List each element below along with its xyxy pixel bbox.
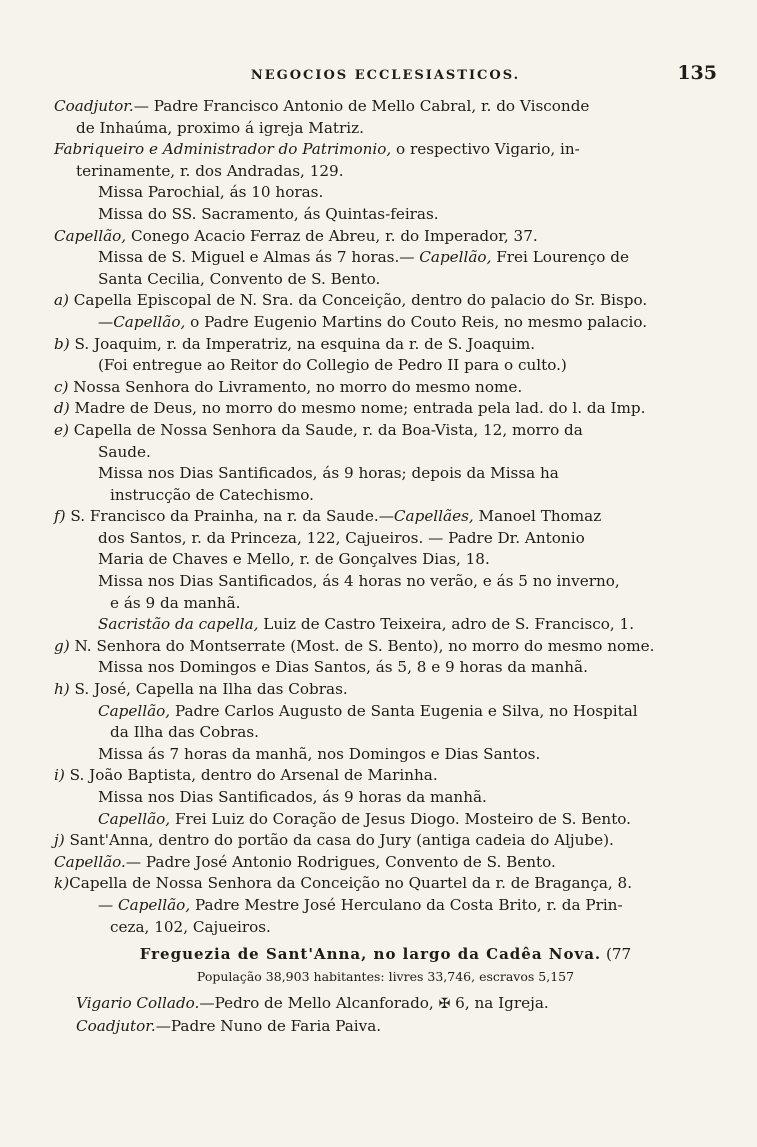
text-line: ceza, 102, Cajueiros.: [110, 917, 271, 936]
page-number: 135: [677, 62, 717, 84]
population-line: População 38,903 habitantes: livres 33,746, escravos 5,157: [196, 968, 575, 984]
text-line: Capellão, Conego Acacio Ferraz de Abreu, r. do Imperador, 37.: [54, 226, 538, 245]
text-line: Missa ás 7 horas da manhã, nos Domingos e Dias Santos.: [98, 744, 541, 763]
text-line: da Ilha das Cobras.: [110, 723, 259, 742]
text-line: j) Sant'Anna, dentro do portão da casa do Jury (antiga cadeia do Aljube).: [54, 831, 614, 850]
text-line: a) Capella Episcopal de N. Sra. da Conceição, dentro do palacio do Sr. Bispo.: [54, 291, 648, 310]
text-line: —Capellão, o Padre Eugenio Martins do Couto Reis, no mesmo palacio.: [98, 312, 648, 331]
text-line: Santa Cecilia, Convento de S. Bento.: [98, 269, 381, 288]
text-line: c) Nossa Senhora do Livramento, no morro do mesmo nome.: [54, 377, 523, 396]
text-line: d) Madre de Deus, no morro do mesmo nome; entrada pela lad. do l. da Imp.: [54, 399, 646, 418]
section-heading: Freguezia de Sant'Anna, no largo da Cadêa Nova. (77: [139, 945, 632, 964]
text-line: Maria de Chaves e Mello, r. de Gonçalves Dias, 18.: [98, 550, 490, 569]
text-line: h) S. José, Capella na Ilha das Cobras.: [54, 680, 348, 699]
text-line: b) S. Joaquim, r. da Imperatriz, na esquina da r. de S. Joaquim.: [54, 334, 536, 353]
text-line: Vigario Collado.—Pedro de Mello Alcanforado, ✠ 6, na Igreja.: [76, 994, 549, 1013]
text-line: — Capellão, Padre Mestre José Herculano da Costa Brito, r. da Prin-: [98, 895, 623, 914]
text-line: Missa nos Dias Santificados, ás 9 horas; depois da Missa ha: [98, 464, 559, 483]
text-line: g) N. Senhora do Montserrate (Most. de S. Bento), no morro do mesmo nome.: [54, 636, 655, 655]
text-line: e) Capella de Nossa Senhora da Saude, r. da Boa-Vista, 12, morro da: [54, 420, 583, 439]
text-line: de Inhaúma, proximo á igreja Matriz.: [76, 118, 364, 137]
text-line: Fabriqueiro e Administrador do Patrimonio, o respectivo Vigario, in-: [54, 140, 580, 159]
text-line: terinamente, r. dos Andradas, 129.: [76, 161, 344, 180]
text-line: Missa de S. Miguel e Almas ás 7 horas.— Capellão, Frei Lourenço de: [98, 248, 629, 267]
text-line: dos Santos, r. da Princeza, 122, Cajueiros. — Padre Dr. Antonio: [98, 528, 585, 547]
text-line: e ás 9 da manhã.: [110, 593, 241, 612]
text-line: Capellão, Frei Luiz do Coração de Jesus Diogo. Mosteiro de S. Bento.: [98, 809, 632, 828]
text-line: Coadjutor.— Padre Francisco Antonio de Mello Cabral, r. do Visconde: [54, 97, 590, 115]
text-line: Sacristão da capella, Luiz de Castro Teixeira, adro de S. Francisco, 1.: [98, 615, 635, 634]
running-title: NEGOCIOS ECCLESIASTICOS.: [250, 68, 521, 83]
text-line: Missa nos Dias Santificados, ás 9 horas da manhã.: [98, 788, 487, 806]
text-line: Coadjutor.—Padre Nuno de Faria Paiva.: [76, 1016, 382, 1035]
text-line: i) S. João Baptista, dentro do Arsenal de Marinha.: [54, 766, 438, 785]
text-line: Missa Parochial, ás 10 horas.: [98, 183, 324, 202]
text-line: Missa nos Domingos e Dias Santos, ás 5, 8 e 9 horas da manhã.: [98, 658, 588, 677]
text-line: Missa nos Dias Santificados, ás 4 horas no verão, e ás 5 no inverno,: [98, 572, 620, 591]
text-line: Saude.: [98, 442, 151, 461]
text-line: (Foi entregue ao Reitor do Collegio de Pedro II para o culto.): [98, 356, 567, 375]
text-line: Capellão, Padre Carlos Augusto de Santa Eugenia e Silva, no Hospital: [98, 701, 638, 720]
text-line: Missa do SS. Sacramento, ás Quintas-feiras.: [98, 204, 439, 223]
text-line: instrucção de Catechismo.: [110, 485, 314, 504]
text-line: f) S. Francisco da Prainha, na r. da Saude.—Capellães, Manoel Thomaz: [54, 507, 602, 526]
text-line: Capellão.— Padre José Antonio Rodrigues, Convento de S. Bento.: [54, 852, 556, 871]
order-symbol-icon: ✠: [438, 996, 451, 1013]
text-line: k)Capella de Nossa Senhora da Conceição no Quartel da r. de Bragança, 8.: [54, 874, 633, 893]
page-header: [54, 60, 717, 96]
